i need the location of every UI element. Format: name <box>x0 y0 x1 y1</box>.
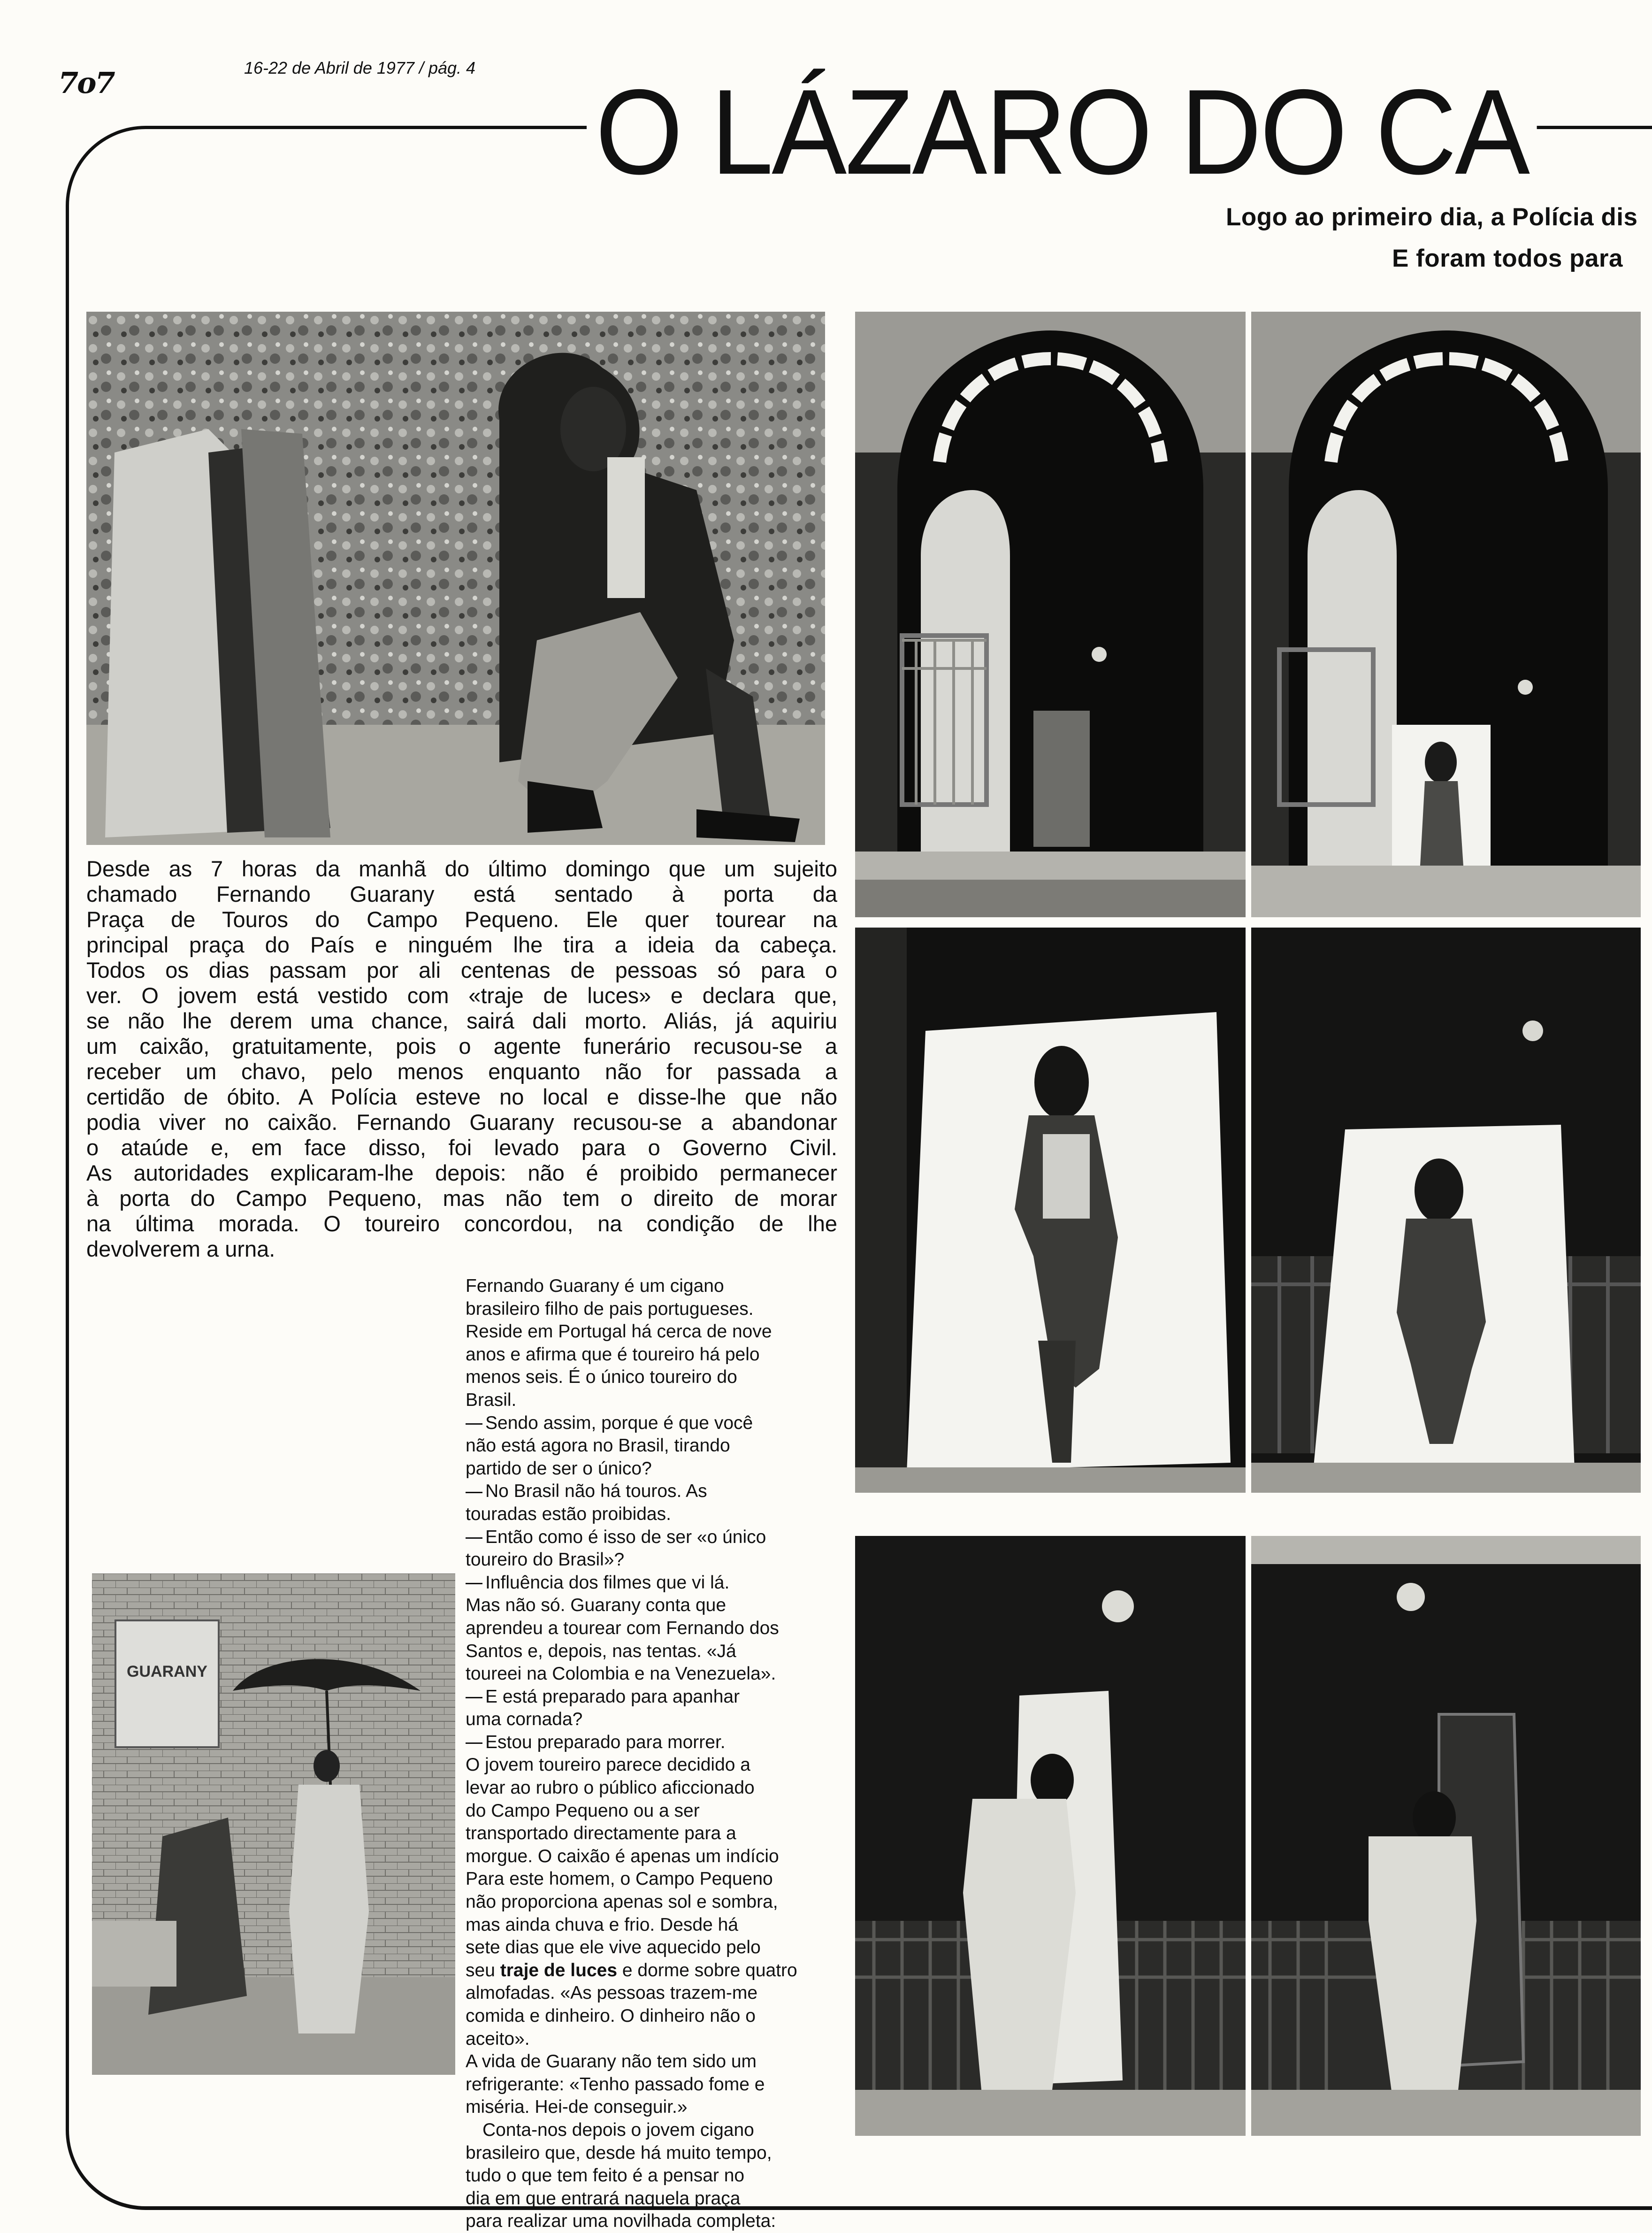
interview-text: levar ao rubro o público aficcionado <box>466 1778 755 1798</box>
interview-line <box>466 1320 846 1343</box>
emphasis-text: traje de luces <box>500 1960 618 1980</box>
interview-text: morgue. O caixão é apenas um indício <box>466 1846 779 1866</box>
lead-line: à porta do Campo Pequeno, mas não tem o direito de morar <box>86 1186 837 1211</box>
interview-line <box>466 1275 846 1298</box>
masthead-logo: 7o7 <box>58 66 114 100</box>
interview-line <box>466 1663 846 1686</box>
interview-text: Fernando Guarany é um cigano <box>466 1276 724 1296</box>
coffin-leaning-photo-1 <box>855 928 1246 1493</box>
dialogue-dash <box>466 1492 482 1493</box>
subheadline-1: Logo ao primeiro dia, a Polícia dis <box>1226 203 1638 231</box>
interview-line <box>466 1343 846 1366</box>
interview-text: refrigerante: «Tenho passado fome e <box>466 2074 765 2095</box>
interview-text: Então como é isso de ser «o único <box>485 1527 766 1547</box>
interview-text: Sendo assim, porque é que você <box>485 1412 753 1433</box>
interview-text: Reside em Portugal há cerca de nove <box>466 1321 772 1342</box>
lead-line: receber um chavo, pelo menos enquanto não for passada a <box>86 1059 837 1084</box>
interview-text: Influência dos filmes que vi lá. <box>485 1572 730 1593</box>
interview-line <box>466 1389 846 1412</box>
lead-line: Praça de Touros do Campo Pequeno. Ele quer tourear na <box>86 907 837 932</box>
interview-line <box>466 1526 846 1549</box>
interview-text: miséria. Hei-de conseguir.» <box>466 2097 688 2118</box>
lead-line: um caixão, gratuitamente, pois o agente funerário recusou-se a <box>86 1034 837 1059</box>
interview-text: A vida de Guarany não tem sido um <box>466 2051 757 2072</box>
interview-line <box>466 1822 846 1845</box>
interview-text: comida e dinheiro. O dinheiro não o <box>466 2006 756 2026</box>
interview-line <box>466 2028 846 2051</box>
interview-text: dia em que entrará naquela praça <box>466 2188 741 2209</box>
dialogue-dash <box>466 1537 482 1539</box>
coffin-leaning-photo-2 <box>1251 928 1641 1493</box>
interview-line <box>466 1458 846 1481</box>
interview-text: E está preparado para apanhar <box>485 1686 740 1707</box>
interview-line <box>466 1549 846 1572</box>
interview-text: No Brasil não há touros. As <box>485 1481 707 1502</box>
interview-text: almofadas. «As pessoas trazem-me <box>466 1983 758 2003</box>
coffin-carry-photo-1 <box>855 1536 1246 2136</box>
interview-line <box>466 1731 846 1754</box>
interview-column <box>466 1275 846 2233</box>
interview-line <box>466 1480 846 1503</box>
lead-line: chamado Fernando Guarany está sentado à porta da <box>86 882 837 906</box>
dialogue-dash <box>466 1423 482 1425</box>
lead-line: As autoridades explicaram-lhe depois: não é proibido permanecer <box>86 1160 837 1185</box>
interview-text: não está agora no Brasil, tirando <box>466 1435 730 1456</box>
interview-text: do Campo Pequeno ou a ser <box>466 1800 700 1821</box>
interview-line <box>466 1708 846 1731</box>
interview-line <box>466 1914 846 1937</box>
interview-line <box>466 2187 846 2210</box>
interview-text: Para este homem, o Campo Pequeno <box>466 1869 773 1889</box>
interview-text: tudo o que tem feito é a pensar no <box>466 2165 745 2186</box>
interview-text: uma cornada? <box>466 1709 583 1730</box>
arch-gate-photo-2 <box>1251 312 1641 917</box>
interview-line <box>466 1686 846 1709</box>
interview-text: partido de ser o único? <box>466 1458 652 1479</box>
interview-text: e dorme sobre quatro <box>617 1960 797 1980</box>
subheadline-2: E foram todos para <box>1392 245 1623 272</box>
lead-line: podia viver no caixão. Fernando Guarany recusou-se a abandonar <box>86 1110 837 1135</box>
dateline: 16-22 de Abril de 1977 / pág. 4 <box>244 58 476 77</box>
interview-text: brasileiro que, desde há muito tempo, <box>466 2142 772 2163</box>
interview-text: toureiro do Brasil»? <box>466 1550 625 1570</box>
seated-bullfighter-photo <box>86 312 825 845</box>
interview-text: Mas não só. Guarany conta que <box>466 1595 727 1616</box>
interview-line <box>466 2119 846 2142</box>
interview-line <box>466 1617 846 1640</box>
signboard-text: GUARANY <box>127 1663 207 1681</box>
interview-text: não proporciona apenas sol e sombra, <box>466 1892 778 1912</box>
interview-text: aprendeu a tourear com Fernando dos <box>466 1618 779 1638</box>
interview-text: transportado directamente para a <box>466 1823 736 1844</box>
interview-text: toureei na Colombia e na Venezuela». <box>466 1664 776 1684</box>
interview-text: sete dias que ele vive aquecido pelo <box>466 1937 761 1958</box>
coffin-carry-photo-2 <box>1251 1536 1641 2136</box>
lead-line: ver. O jovem está vestido com «traje de luces» e declara que, <box>86 983 837 1008</box>
interview-line <box>466 1959 846 1982</box>
interview-text: touradas estão proibidas. <box>466 1504 671 1524</box>
interview-text: Brasil. <box>466 1389 517 1410</box>
interview-line <box>466 2142 846 2165</box>
interview-line <box>466 1936 846 1959</box>
interview-text: seu <box>466 1960 500 1980</box>
interview-line <box>466 1366 846 1389</box>
interview-line <box>466 2210 846 2233</box>
lead-line: principal praça do País e ninguém lhe tira a ideia da cabeça. <box>86 932 837 957</box>
interview-text: Santos e, depois, nas tentas. «Já <box>466 1641 736 1661</box>
interview-text: O jovem toureiro parece decidido a <box>466 1755 750 1775</box>
lead-line: se não lhe derem uma chance, sairá dali morto. Aliás, já aquiriu <box>86 1008 837 1033</box>
interview-line <box>466 1572 846 1595</box>
lead-line: devolverem a urna. <box>86 1236 275 1261</box>
dialogue-dash <box>466 1742 482 1744</box>
interview-line <box>466 1640 846 1663</box>
lead-line: Desde as 7 horas da manhã do último domingo que um sujeito <box>86 856 837 881</box>
lead-line: o ataúde e, em face disso, foi levado para o Governo Civil. <box>86 1135 837 1160</box>
interview-text: brasileiro filho de pais portugueses. <box>466 1298 754 1319</box>
interview-line <box>466 1435 846 1458</box>
dialogue-dash <box>466 1583 482 1584</box>
interview-line <box>466 2050 846 2073</box>
interview-text: anos e afirma que é toureiro há pelo <box>466 1344 760 1365</box>
interview-text: para realizar uma novilhada completa: <box>466 2211 776 2232</box>
interview-line <box>466 2096 846 2119</box>
interview-line <box>466 1754 846 1777</box>
lead-line: na última morada. O toureiro concordou, na condição de lhe <box>86 1211 837 1236</box>
dialogue-dash <box>466 1697 482 1698</box>
interview-line <box>466 2073 846 2096</box>
lead-line: Todos os dias passam por ali centenas de pessoas só para o <box>86 958 837 982</box>
interview-text: mas ainda chuva e frio. Desde há <box>466 1914 739 1935</box>
arch-gate-photo-1 <box>855 312 1246 917</box>
interview-line <box>466 2005 846 2028</box>
interview-line <box>466 1298 846 1321</box>
interview-line <box>466 1845 846 1868</box>
interview-text: menos seis. É o único toureiro do <box>466 1367 737 1388</box>
headline: O LÁZARO DO CA <box>587 71 1537 192</box>
interview-text: Conta-nos depois o jovem cigano <box>482 2119 754 2140</box>
interview-line <box>466 1412 846 1435</box>
interview-line <box>466 2164 846 2187</box>
interview-line <box>466 1594 846 1617</box>
lead-line: certidão de óbito. A Polícia esteve no local e disse-lhe que não <box>86 1084 837 1109</box>
lead-paragraph <box>86 856 837 1262</box>
interview-line <box>466 1868 846 1891</box>
interview-line <box>466 1982 846 2005</box>
interview-line <box>466 1891 846 1914</box>
interview-line <box>466 1777 846 1800</box>
interview-text: aceito». <box>466 2028 530 2049</box>
interview-text: Estou preparado para morrer. <box>485 1732 726 1752</box>
interview-line <box>466 1503 846 1526</box>
umbrella-photo <box>92 1573 455 2075</box>
interview-line <box>466 1800 846 1823</box>
